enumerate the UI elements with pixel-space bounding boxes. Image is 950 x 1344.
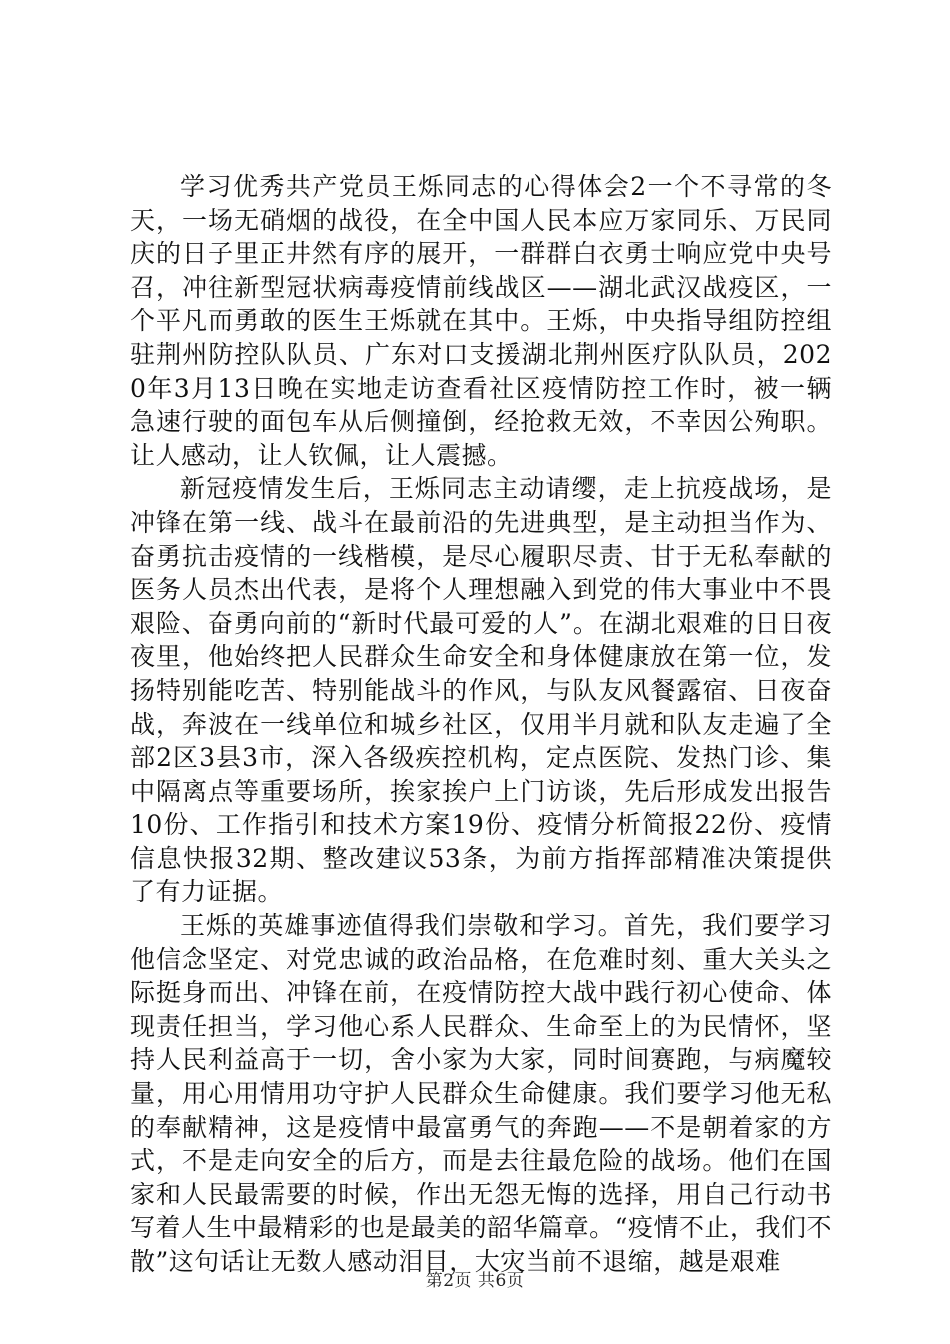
document-body <box>130 170 832 1279</box>
paragraph-3: 王烁的英雄事迹值得我们崇敬和学习。首先，我们要学习他信念坚定、对党忠诚的政治品格，在危难时刻、重大关头之际挺身而出、冲锋在前，在疫情防控大战中践行初心使命、体现责任担当，学习他心系人民群众、生命至上的为民情怀，坚持人民利益高于一切，舍小家为大家，同时间赛跑，与病魔较量，用心用情用功守护人民群众生命健康。我们要学习他无私的奉献精神，这是疫情中最富勇气的奔跑——不是朝着家的方式，不是走向安全的后方，而是去往最危险的战场。他们在国家和人民最需要的时候，作出无怨无悔的选择，用自己行动书写着人生中最精彩的也是最美的韶华篇章。“疫情不止，我们不散”这句话让无数人感动泪目，大灾当前不退缩，越是艰难 <box>130 911 832 1276</box>
paragraph-2: 新冠疫情发生后，王烁同志主动请缨，走上抗疫战场，是冲锋在第一线、战斗在最前沿的先进典型，是主动担当作为、奋勇抗击疫情的一线楷模，是尽心履职尽责、甘于无私奉献的医务人员杰出代表，是将个人理想融入到党的伟大事业中不畏艰险、奋勇向前的“新时代最可爱的人”。在湖北艰难的日日夜夜里，他始终把人民群众生命安全和身体健康放在第一位，发扬特别能吃苦、特别能战斗的作风，与队友风餐露宿、日夜奋战，奔波在一线单位和城乡社区，仅用半月就和队友走遍了全部2区3县3市，深入各级疾控机构，定点医院、发热门诊、集中隔离点等重要场所，挨家挨户上门访谈，先后形成发出报告10份、工作指引和技术方案19份、疫情分析简报22份、疫情信息快报32期、整改建议53条，为前方指挥部精准决策提供了有力证据。 <box>130 474 832 907</box>
page-number-footer: 第2页 共6页 <box>425 1271 525 1291</box>
paragraph-1: 学习优秀共产党员王烁同志的心得体会2一个不寻常的冬天，一场无硝烟的战役，在全中国人民本应万家同乐、万民同庆的日子里正井然有序的展开，一群群白衣勇士响应党中央号召，冲往新型冠状病毒疫情前线战区——湖北武汉战疫区，一个平凡而勇敢的医生王烁就在其中。王烁，中央指导组防控组驻荆州防控队队员、广东对口支援湖北荆州医疗队队员，2020年3月13日晚在实地走访查看社区疫情防控工作时，被一辆急速行驶的面包车从后侧撞倒，经抢救无效，不幸因公殉职。让人感动，让人钦佩，让人震撼。 <box>130 172 832 470</box>
